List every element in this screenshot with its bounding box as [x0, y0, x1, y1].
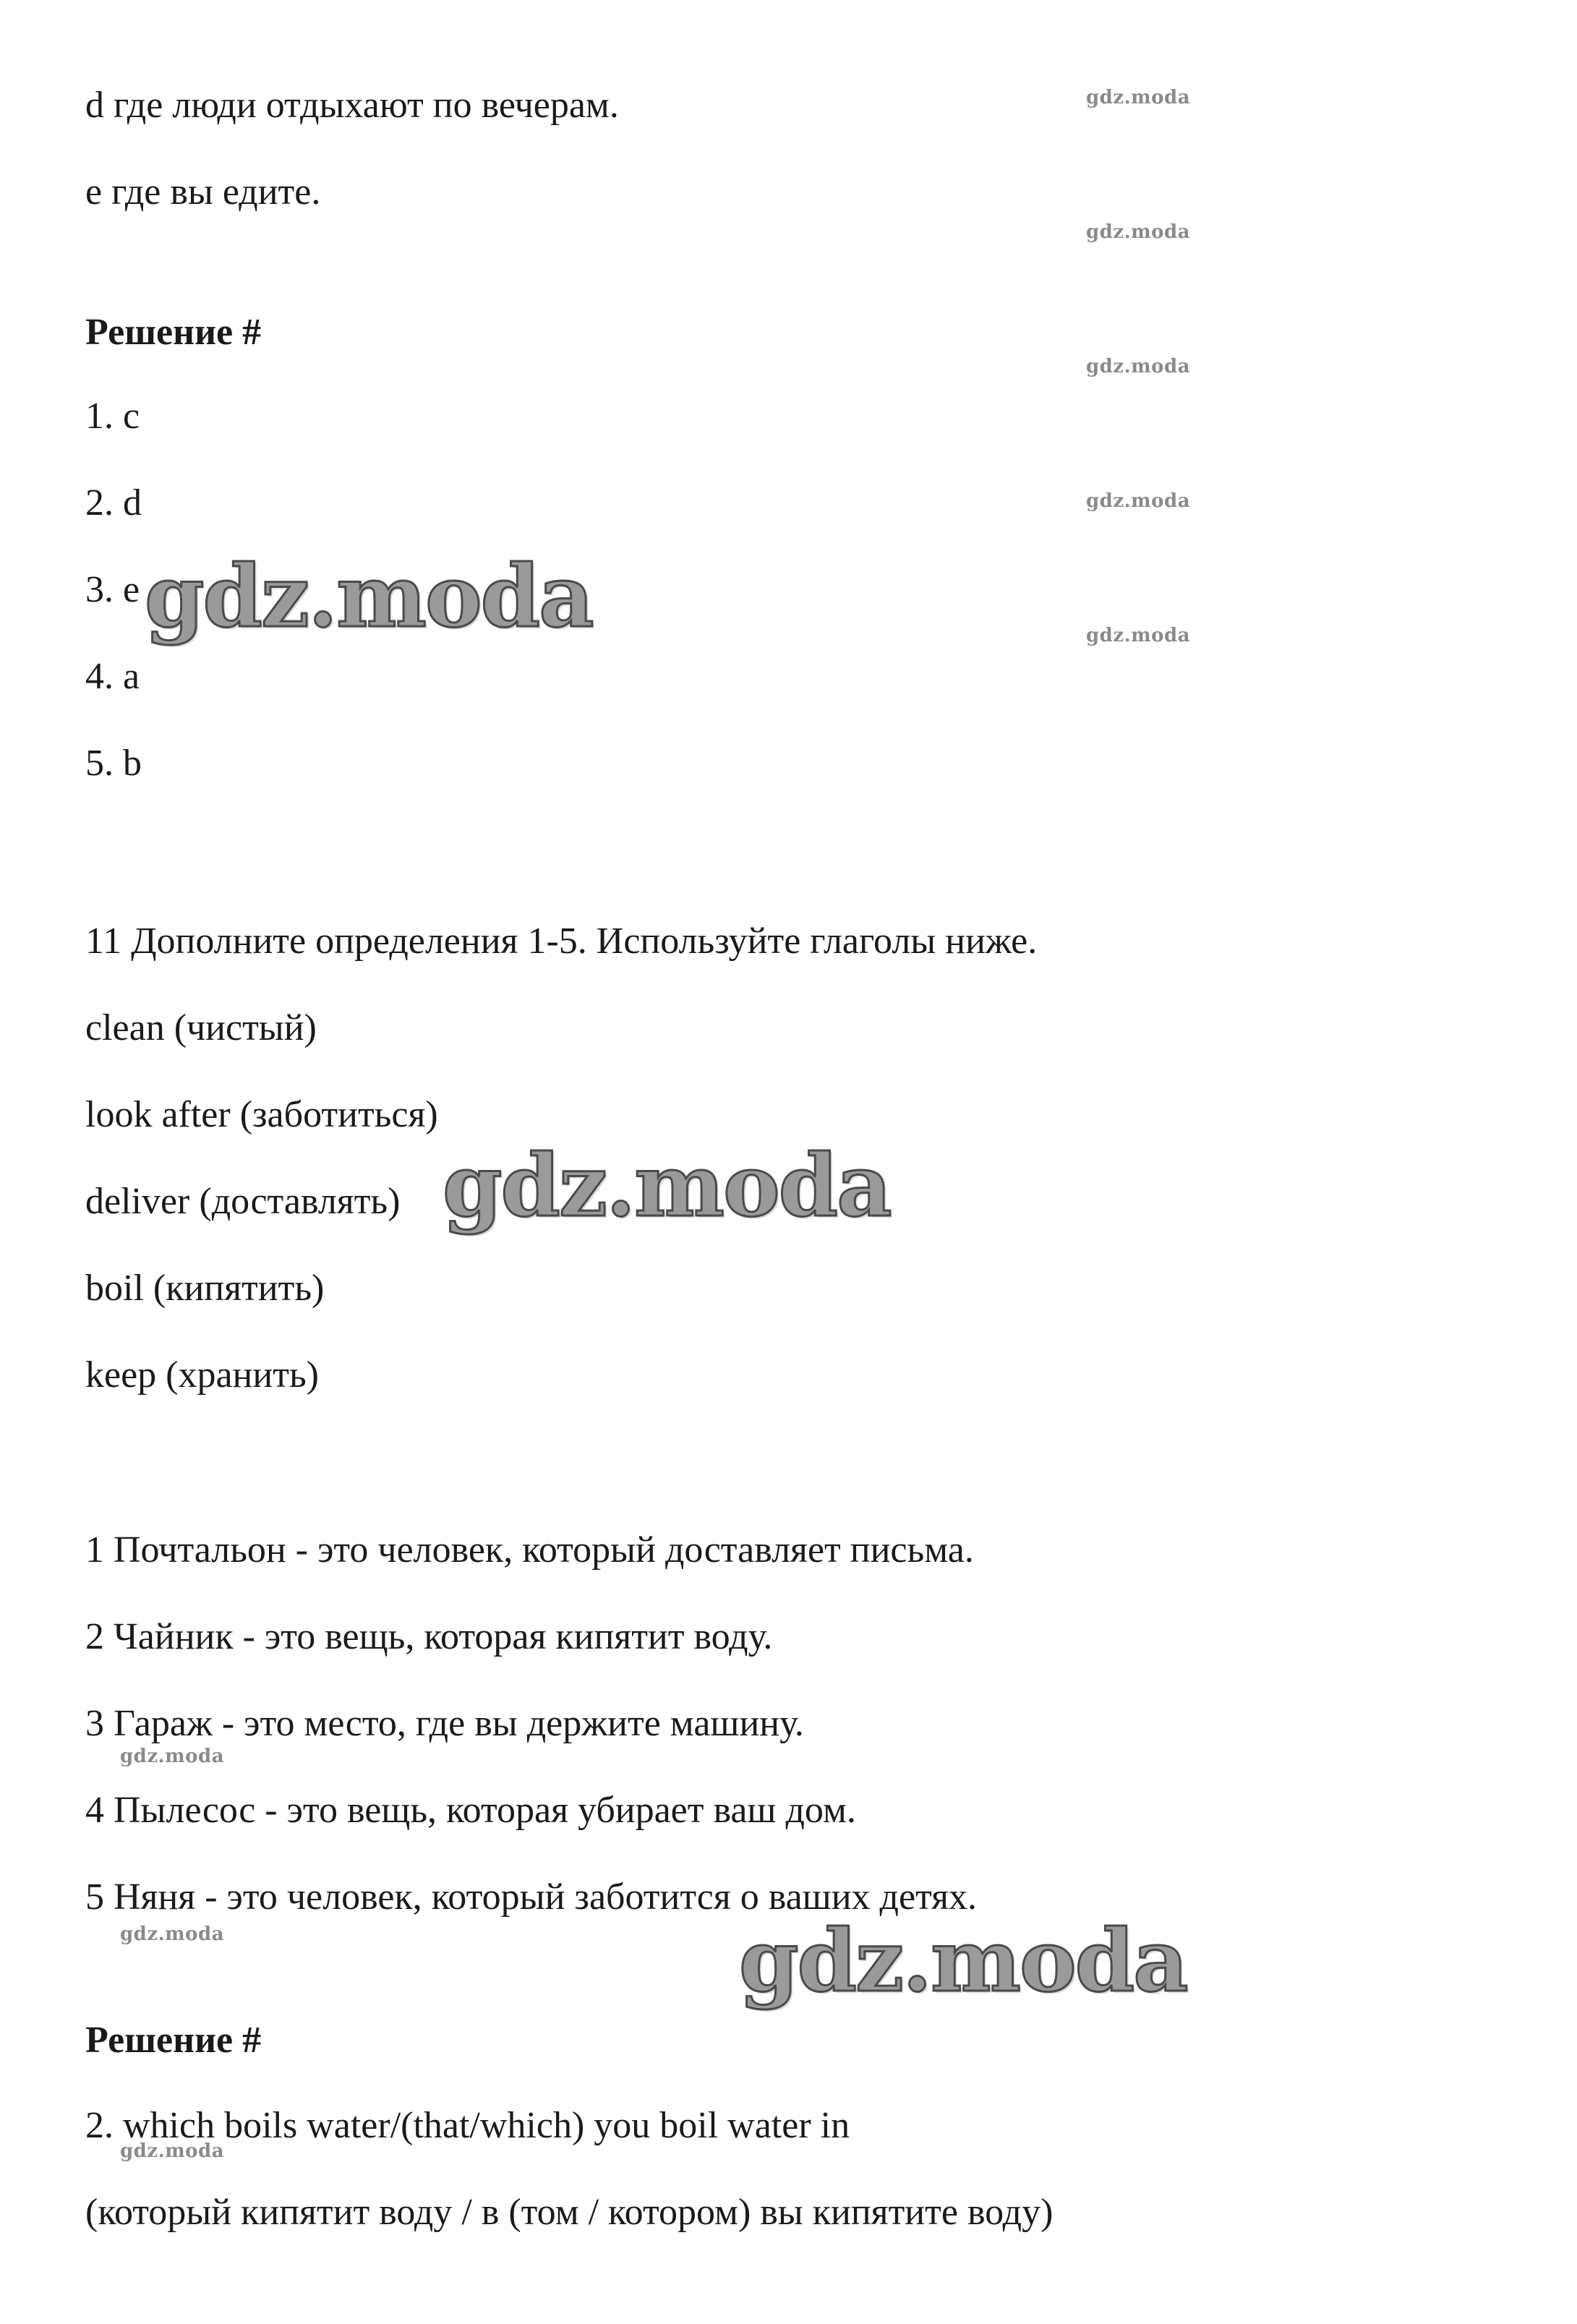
definition-item: 1 Почтальон - это человек, который доставляет письма. — [85, 1529, 974, 1571]
watermark: gdz.moda — [1086, 490, 1191, 512]
definition-item: 5 Няня - это человек, который заботится о ваших детях. — [85, 1876, 978, 1918]
watermark: gdz.moda — [1086, 625, 1191, 646]
solution-heading: Решение # — [85, 2020, 262, 2061]
watermark: gdz.moda — [1086, 221, 1191, 243]
option-e: e где вы едите. — [85, 171, 321, 213]
watermark: gdz.moda — [120, 2140, 225, 2162]
answer-item: 1. c — [85, 396, 140, 437]
verb-item: deliver (доставлять) — [85, 1181, 401, 1222]
answer-item: 4. a — [85, 656, 140, 697]
definition-item: 3 Гараж - это место, где вы держите машину. — [85, 1703, 804, 1744]
definition-item: 2 Чайник - это вещь, которая кипятит воду. — [85, 1616, 773, 1657]
verb-item: look after (заботиться) — [85, 1094, 438, 1135]
watermark-large: gdz.moda — [145, 546, 593, 646]
verb-item: clean (чистый) — [85, 1007, 317, 1048]
answer-item: 5. b — [85, 743, 142, 784]
watermark-large: gdz.moda — [443, 1135, 891, 1236]
watermark: gdz.moda — [120, 1923, 225, 1945]
translation-line: (который кипятит воду / в (том / котором) вы кипятите воду) — [85, 2192, 1054, 2233]
watermark-large: gdz.moda — [739, 1910, 1187, 2011]
verb-item: boil (кипятить) — [85, 1268, 325, 1309]
watermark: gdz.moda — [1086, 87, 1191, 108]
option-d: d где люди отдыхают по вечерам. — [85, 85, 619, 126]
answer-line: 2. which boils water/(that/which) you boil water in — [85, 2105, 850, 2146]
watermark: gdz.moda — [1086, 356, 1191, 377]
answer-item: 2. d — [85, 482, 142, 524]
answer-item: 3. e — [85, 569, 140, 610]
verb-item: keep (хранить) — [85, 1354, 319, 1396]
watermark: gdz.moda — [120, 1746, 225, 1767]
solution-heading: Решение # — [85, 312, 262, 353]
exercise-instruction: 11 Дополните определения 1-5. Используйте глаголы ниже. — [85, 920, 1038, 962]
definition-item: 4 Пылесос - это вещь, которая убирает ваш дом. — [85, 1790, 856, 1831]
